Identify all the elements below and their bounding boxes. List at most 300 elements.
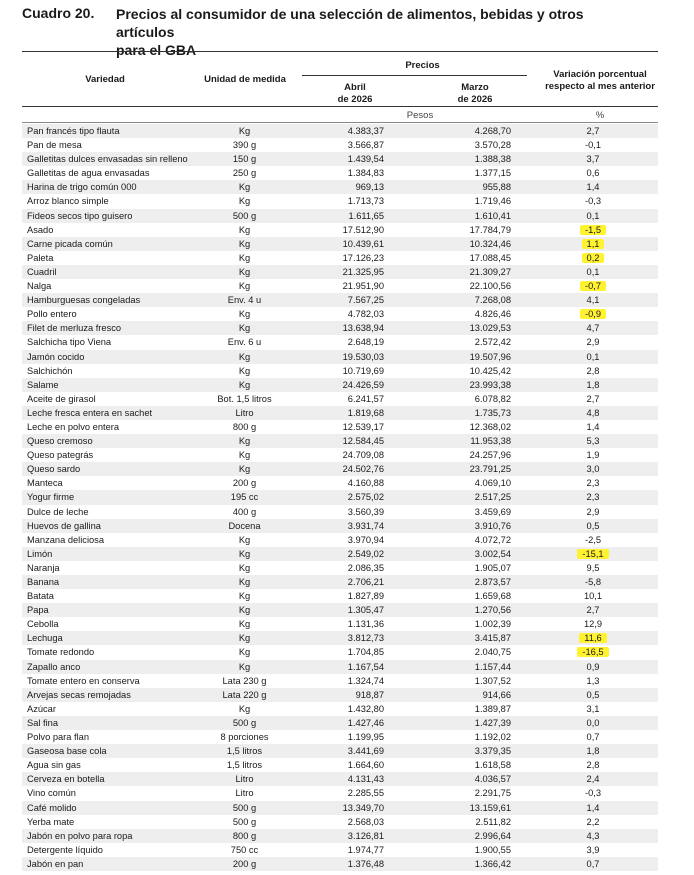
row-variacion [550, 519, 636, 533]
row-precio-marzo: 1.002,39 [474, 619, 511, 630]
row-variacion [550, 166, 636, 180]
table-row [22, 617, 658, 631]
row-unidad: Kg [238, 309, 251, 320]
table-title-line1: Precios al consumidor de una selección de alimentos, bebidas y otros artículos [116, 6, 584, 40]
row-precio-marzo: 2.517,25 [474, 492, 511, 503]
table-row [22, 307, 658, 321]
variation-value: 1,4 [586, 182, 600, 193]
row-variedad: Filet de merluza fresco [27, 323, 122, 334]
row-precio-abril: 13.638,94 [342, 323, 384, 334]
col-header-variedad: Variedad [85, 74, 125, 85]
row-variacion [550, 335, 636, 349]
row-precio-abril: 1.384,83 [347, 168, 384, 179]
variation-value: 4,8 [586, 407, 600, 418]
row-variacion [550, 223, 636, 237]
abril-label: Abril [344, 82, 366, 93]
row-precio-marzo: 3.910,76 [474, 520, 511, 531]
row-variedad: Lechuga [27, 633, 63, 644]
row-precio-abril: 7.567,25 [347, 295, 384, 306]
row-precio-abril: 17.126,23 [342, 252, 384, 263]
row-precio-marzo: 1.735,73 [474, 407, 511, 418]
row-variedad: Arvejas secas remojadas [27, 689, 131, 700]
row-unidad: Kg [238, 379, 251, 390]
row-precio-marzo: 4.069,10 [474, 478, 511, 489]
col-header-marzo [425, 82, 525, 106]
table-row [22, 392, 658, 406]
row-precio-marzo: 1.900,55 [474, 844, 511, 855]
row-unidad: Kg [238, 591, 251, 602]
table-row [22, 350, 658, 364]
row-variedad: Queso sardo [27, 464, 81, 475]
row-variacion [550, 674, 636, 688]
col-header-unidad: Unidad de medida [204, 74, 286, 85]
row-variedad: Limón [27, 548, 53, 559]
table-row [22, 124, 658, 138]
highlighted-value: -0,9 [580, 309, 606, 319]
table-row [22, 293, 658, 307]
row-precio-marzo: 13.159,61 [469, 802, 511, 813]
table-row [22, 688, 658, 702]
row-variedad: Queso cremoso [27, 436, 93, 447]
row-precio-abril: 1.819,68 [347, 407, 384, 418]
row-precio-abril: 4.383,37 [347, 126, 384, 136]
row-variacion [550, 392, 636, 406]
row-precio-marzo: 3.570,28 [474, 140, 511, 151]
row-unidad: 400 g [232, 506, 257, 517]
row-variedad: Detergente líquido [27, 844, 103, 855]
table-row [22, 519, 658, 533]
table-row [22, 321, 658, 335]
row-variedad: Manteca [27, 478, 63, 489]
row-variedad: Agua sin gas [27, 760, 81, 771]
table-row [22, 505, 658, 519]
row-precio-marzo: 2.996,64 [474, 830, 511, 841]
highlighted-value: 0,2 [582, 253, 605, 263]
row-variedad: Naranja [27, 562, 60, 573]
row-precio-marzo: 4.826,46 [474, 309, 511, 320]
subheader-rule [22, 122, 658, 123]
row-unidad: 1,5 litros [226, 746, 263, 757]
row-precio-abril: 1.427,46 [347, 717, 384, 728]
table-row [22, 857, 658, 871]
variation-value: 1,4 [586, 421, 600, 432]
row-variedad: Sal fina [27, 717, 59, 728]
row-precio-abril: 918,87 [355, 689, 384, 700]
row-variedad: Salchicha tipo Viena [27, 337, 112, 348]
row-unidad: Kg [238, 323, 251, 334]
row-precio-marzo: 2.572,42 [474, 337, 511, 348]
row-unidad: Kg [238, 661, 251, 672]
row-precio-marzo: 955,88 [482, 182, 511, 193]
table-row [22, 772, 658, 786]
table-row [22, 406, 658, 420]
row-unidad: Kg [238, 436, 251, 447]
variacion-line1: Variación porcentual [553, 69, 647, 80]
row-unidad: Kg [238, 619, 251, 630]
row-variacion [550, 744, 636, 758]
row-variacion [550, 420, 636, 434]
row-precio-marzo: 1.366,42 [474, 858, 511, 869]
row-precio-marzo: 3.415,87 [474, 633, 511, 644]
highlighted-value: -16,5 [577, 647, 608, 657]
row-variedad: Hamburguesas congeladas [27, 295, 141, 306]
table-row [22, 490, 658, 504]
variation-value: 4,7 [586, 323, 600, 334]
variation-value: 9,5 [586, 562, 600, 573]
row-precio-abril: 2.706,21 [347, 577, 384, 587]
marzo-label: Marzo [461, 82, 489, 93]
variation-value: 2,9 [586, 506, 600, 517]
row-variacion [550, 265, 636, 279]
row-variacion [550, 772, 636, 786]
row-variedad: Carne picada común [27, 238, 113, 249]
variation-value: 10,1 [583, 591, 603, 602]
row-unidad: Docena [228, 520, 261, 531]
row-variedad: Cerveza en botella [27, 774, 105, 785]
row-variacion [550, 843, 636, 857]
row-precio-marzo: 1.377,15 [474, 168, 511, 179]
row-precio-marzo: 10.324,46 [469, 238, 511, 249]
row-precio-abril: 1.432,80 [347, 703, 384, 714]
row-precio-marzo: 1.427,39 [474, 717, 511, 728]
row-variacion [550, 575, 636, 589]
row-variedad: Azúcar [27, 703, 56, 714]
row-precio-abril: 6.241,57 [347, 393, 384, 404]
row-precio-marzo: 1.905,07 [474, 562, 511, 573]
row-precio-abril: 1.974,77 [347, 844, 384, 855]
row-precio-abril: 24.426,59 [342, 379, 384, 390]
row-precio-marzo: 12.368,02 [469, 421, 511, 432]
row-unidad: Kg [238, 647, 251, 658]
highlighted-value: 11,6 [579, 633, 606, 643]
row-variacion [550, 194, 636, 208]
variation-value: 2,2 [586, 816, 600, 827]
row-variedad: Zapallo anco [27, 661, 81, 672]
table-row [22, 251, 658, 265]
row-precio-abril: 1.376,48 [347, 858, 384, 869]
col-header-abril [305, 82, 405, 106]
variation-value: 2,8 [586, 365, 600, 376]
variation-value: 0,5 [586, 689, 600, 700]
row-unidad: Kg [238, 633, 251, 644]
row-variedad: Manzana deliciosa [27, 534, 105, 545]
row-unidad: Kg [238, 281, 251, 292]
row-unidad: 200 g [232, 478, 257, 489]
table-row [22, 462, 658, 476]
row-unidad: 1,5 litros [226, 760, 263, 771]
row-variacion [550, 786, 636, 800]
table-row [22, 645, 658, 659]
row-precio-abril: 1.664,60 [347, 760, 384, 771]
table-row [22, 237, 658, 251]
row-precio-abril: 2.285,55 [347, 788, 384, 799]
row-unidad: Lata 230 g [222, 675, 267, 686]
row-precio-marzo: 11.953,38 [470, 436, 511, 447]
row-variedad: Yogur firme [27, 492, 75, 503]
row-variedad: Pan francés tipo flauta [27, 126, 120, 136]
row-variacion [550, 448, 636, 462]
variation-value: 0,7 [586, 858, 600, 869]
table-row [22, 420, 658, 434]
row-variacion [550, 180, 636, 194]
table-row [22, 631, 658, 645]
row-precio-marzo: 7.268,08 [474, 295, 511, 306]
row-precio-abril: 2.549,02 [347, 548, 384, 559]
row-precio-abril: 2.575,02 [347, 492, 384, 503]
table-row [22, 758, 658, 772]
row-precio-marzo: 1.610,41 [474, 210, 511, 221]
table-row [22, 786, 658, 800]
row-unidad: Kg [238, 238, 251, 249]
table-row [22, 603, 658, 617]
row-variedad: Polvo para flan [27, 732, 90, 743]
row-unidad: Litro [235, 788, 254, 799]
row-variedad: Nalga [27, 281, 52, 292]
row-variacion [550, 857, 636, 871]
row-variacion [550, 237, 636, 251]
variation-value: 0,6 [586, 168, 600, 179]
row-variacion [550, 645, 636, 659]
row-variacion [550, 829, 636, 843]
row-variedad: Galletitas dulces envasadas sin relleno [27, 154, 188, 165]
row-unidad: 500 g [232, 802, 257, 813]
row-variacion [550, 533, 636, 547]
variation-value: 2,7 [586, 605, 600, 616]
row-precio-abril: 2.568,03 [347, 816, 384, 827]
row-variedad: Huevos de gallina [27, 520, 101, 531]
row-precio-marzo: 1.659,68 [474, 591, 511, 602]
table-row [22, 815, 658, 829]
variation-value: 4,3 [586, 830, 600, 841]
row-variedad: Salchichón [27, 365, 73, 376]
row-unidad: Kg [238, 365, 251, 376]
row-precio-abril: 4.782,03 [347, 309, 384, 320]
row-variacion [550, 730, 636, 744]
row-unidad: 200 g [232, 858, 257, 869]
row-variacion [550, 434, 636, 448]
row-variedad: Batata [27, 591, 54, 602]
variation-value: 2,7 [586, 393, 600, 404]
row-precio-marzo: 1.157,44 [474, 661, 511, 672]
row-unidad: Kg [238, 450, 251, 461]
table-row [22, 533, 658, 547]
price-table-body [22, 124, 658, 871]
row-variedad: Cuadril [27, 266, 57, 277]
highlighted-value: -15,1 [577, 549, 608, 559]
row-precio-marzo: 2.040,75 [474, 647, 511, 658]
row-variedad: Paleta [27, 252, 54, 263]
row-variacion [550, 462, 636, 476]
variation-value: 1,8 [586, 379, 600, 390]
row-variacion [550, 279, 636, 293]
row-variacion [550, 702, 636, 716]
variation-value: -0,3 [584, 788, 602, 799]
row-unidad: 500 g [232, 816, 257, 827]
row-precio-abril: 1.827,89 [347, 591, 384, 602]
table-row [22, 152, 658, 166]
row-precio-abril: 1.305,47 [347, 605, 384, 616]
row-variacion [550, 138, 636, 152]
table-row [22, 660, 658, 674]
row-variacion [550, 815, 636, 829]
row-variedad: Gaseosa base cola [27, 746, 107, 757]
row-variedad: Asado [27, 224, 54, 235]
row-variacion [550, 124, 636, 138]
row-precio-abril: 3.566,87 [347, 140, 384, 151]
row-variedad: Pollo entero [27, 309, 77, 320]
row-precio-abril: 4.160,88 [347, 478, 384, 489]
row-variacion [550, 490, 636, 504]
precios-rule [302, 75, 527, 76]
row-unidad: Kg [238, 266, 251, 277]
row-precio-marzo: 3.379,35 [474, 746, 511, 757]
row-precio-abril: 1.439,54 [347, 154, 384, 165]
table-row [22, 547, 658, 561]
variation-value: 12,9 [583, 619, 603, 630]
row-variedad: Galletitas de agua envasadas [27, 168, 150, 179]
variation-value: -0,1 [584, 140, 602, 151]
highlighted-value: -1,5 [580, 225, 606, 235]
row-variedad: Café molido [27, 802, 77, 813]
row-precio-abril: 1.167,54 [347, 661, 384, 672]
row-variacion [550, 152, 636, 166]
row-precio-abril: 2.648,19 [347, 337, 384, 348]
row-unidad: 195 cc [230, 492, 259, 503]
row-variacion [550, 603, 636, 617]
row-precio-marzo: 13.029,53 [469, 323, 511, 334]
row-precio-abril: 12.584,45 [342, 436, 384, 447]
row-unidad: 390 g [232, 140, 257, 151]
row-precio-abril: 3.441,69 [347, 746, 384, 757]
row-precio-marzo: 1.307,52 [474, 675, 511, 686]
row-precio-abril: 4.131,43 [347, 774, 384, 785]
variation-value: 1,3 [586, 675, 600, 686]
table-row [22, 829, 658, 843]
row-variedad: Tomate redondo [27, 647, 95, 658]
row-precio-marzo: 23.791,25 [469, 464, 511, 475]
row-unidad: Kg [238, 534, 251, 545]
row-variacion [550, 660, 636, 674]
variation-value: 3,1 [586, 703, 600, 714]
units-pesos: Pesos [406, 110, 434, 121]
row-variedad: Leche en polvo entera [27, 421, 120, 432]
row-unidad: Kg [238, 605, 251, 616]
row-precio-abril: 1.199,95 [347, 732, 384, 743]
row-variacion [550, 561, 636, 575]
row-variedad: Vino común [27, 788, 76, 799]
table-row [22, 575, 658, 589]
row-variedad: Dulce de leche [27, 506, 89, 517]
variation-value: 0,7 [586, 732, 600, 743]
table-row [22, 744, 658, 758]
variation-value: 5,3 [586, 436, 600, 447]
variation-value: 2,7 [586, 126, 600, 136]
row-precio-abril: 10.439,61 [342, 238, 384, 249]
table-row [22, 561, 658, 575]
row-unidad: Kg [238, 703, 251, 714]
table-row [22, 476, 658, 490]
row-variacion [550, 505, 636, 519]
row-variedad: Salame [27, 379, 59, 390]
row-precio-abril: 3.812,73 [347, 633, 384, 644]
variation-value: 2,4 [586, 774, 600, 785]
row-precio-abril: 24.502,76 [342, 464, 384, 475]
table-row [22, 716, 658, 730]
row-precio-abril: 3.970,94 [347, 534, 384, 545]
variation-value: 0,5 [586, 520, 600, 531]
variation-value: 1,8 [586, 746, 600, 757]
row-precio-marzo: 2.291,75 [474, 788, 511, 799]
row-precio-abril: 1.324,74 [347, 675, 384, 686]
variacion-line2: respecto al mes anterior [545, 81, 655, 92]
table-row [22, 335, 658, 349]
table-row [22, 138, 658, 152]
table-row [22, 180, 658, 194]
row-variacion [550, 589, 636, 603]
row-variacion [550, 476, 636, 490]
row-precio-abril: 24.709,08 [342, 450, 384, 461]
row-precio-marzo: 17.088,45 [469, 252, 511, 263]
row-unidad: Litro [235, 774, 254, 785]
table-number: Cuadro 20. [22, 5, 95, 21]
table-row [22, 378, 658, 392]
row-precio-marzo: 1.719,46 [474, 196, 511, 207]
row-unidad: Kg [238, 351, 251, 362]
units-percent: % [595, 110, 605, 121]
row-unidad: 8 porciones [220, 732, 269, 743]
variation-value: 3,7 [586, 154, 600, 165]
variation-value: 0,1 [586, 266, 600, 277]
row-variacion [550, 321, 636, 335]
row-variedad: Tomate entero en conserva [27, 675, 140, 686]
table-row [22, 674, 658, 688]
table-row [22, 166, 658, 180]
row-precio-abril: 969,13 [355, 182, 384, 193]
row-variacion [550, 716, 636, 730]
row-variedad: Arroz blanco simple [27, 196, 109, 207]
variation-value: -2,5 [584, 534, 602, 545]
variation-value: -0,3 [584, 196, 602, 207]
row-variedad: Pan de mesa [27, 140, 82, 151]
row-unidad: Kg [238, 196, 251, 207]
variation-value: 3,9 [586, 844, 600, 855]
row-variacion [550, 801, 636, 815]
row-precio-marzo: 1.388,38 [474, 154, 511, 165]
marzo-year: de 2026 [457, 94, 493, 105]
abril-year: de 2026 [337, 94, 373, 105]
row-precio-marzo: 4.268,70 [474, 126, 511, 136]
row-variacion [550, 251, 636, 265]
row-precio-abril: 1.704,85 [347, 647, 384, 658]
row-precio-abril: 17.512,90 [342, 224, 384, 235]
variation-value: 0,1 [586, 351, 600, 362]
row-variacion [550, 307, 636, 321]
table-row [22, 434, 658, 448]
table-row [22, 279, 658, 293]
table-row [22, 730, 658, 744]
row-unidad: 250 g [232, 168, 257, 179]
row-precio-marzo: 1.270,56 [474, 605, 511, 616]
variation-value: 3,0 [586, 464, 600, 475]
header-top-rule [22, 51, 658, 52]
row-unidad: Kg [238, 548, 251, 559]
row-unidad: 500 g [232, 717, 257, 728]
row-precio-marzo: 4.036,57 [474, 774, 511, 785]
row-precio-marzo: 3.002,54 [474, 548, 511, 559]
row-unidad: Env. 6 u [227, 337, 262, 348]
row-variacion [550, 350, 636, 364]
row-precio-abril: 13.349,70 [342, 802, 384, 813]
